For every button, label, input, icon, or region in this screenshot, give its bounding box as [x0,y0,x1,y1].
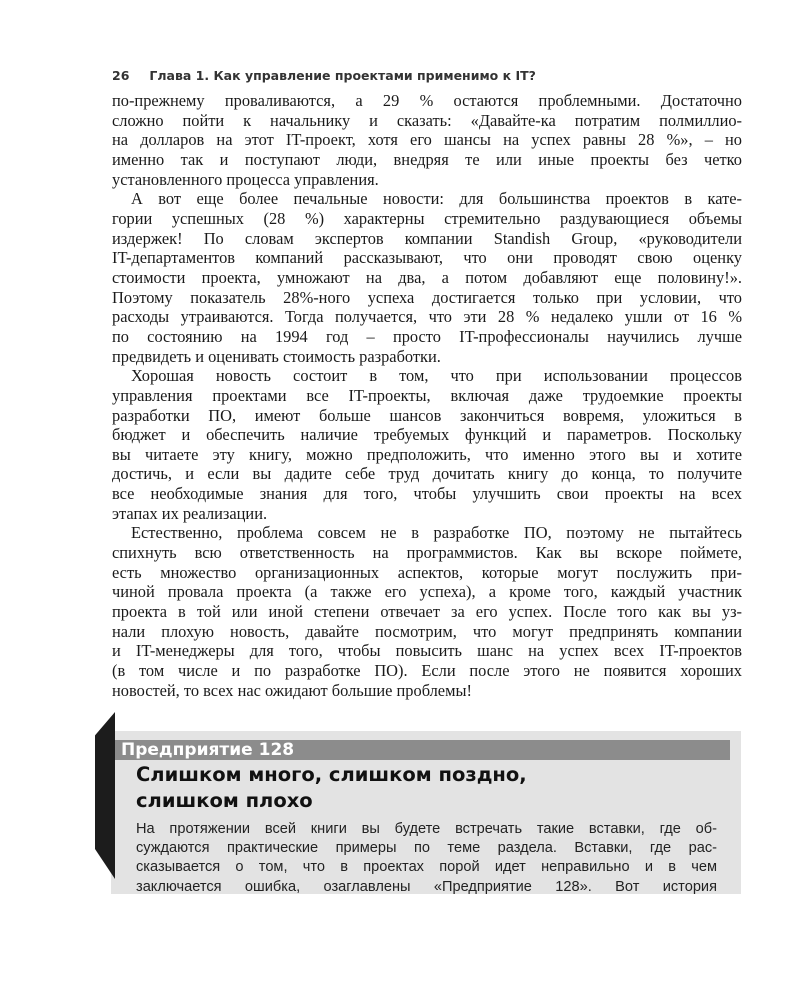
text-line: Естественно, проблема совсем не в разработке ПО, поэтому не пытайтесь [131,523,742,543]
sidebar-label: Предприятие 128 [115,740,730,760]
text-line: установленного процесса управления. [112,169,379,189]
sidebar-text-line: заключается ошибка, озаглавлены «Предприятие 128». Вот история [136,878,717,895]
text-line: вы читаете эту книгу, можно предположить, что именно этого вы и хотите [112,444,742,464]
text-line: все необходимые знания для того, чтобы улучшить свои проекты на всех [112,484,742,504]
sidebar-title-line: Слишком много, слишком поздно, [136,763,527,786]
text-line: есть множество организационных аспектов, которые могут послужить при- [112,562,742,582]
text-line: IT-департаментов компаний рассказывают, что они проводят свою оценку [112,248,742,268]
text-line: новостей, то всех нас ожидают большие проблемы! [112,680,472,700]
sidebar-accent-bar [95,712,115,879]
text-line: Поэтому показатель 28%-ного успеха достигается только при условии, что [112,287,742,307]
text-line: чиной провала проекта (а также его успеха), а кроме того, каждый участник [112,582,742,602]
sidebar-title-line: слишком плохо [136,789,313,812]
text-line: бюджет и обеспечить наличие требуемых функций и параметров. Поскольку [112,425,742,445]
text-line: гории успешных (28 %) характерны стремительно раздувающиеся объемы [112,208,742,228]
text-line: именно так и поступают люди, внедряя те или иные проекты без четко [112,149,742,169]
paragraph [112,189,742,366]
sidebar-title [136,762,726,814]
text-line: А вот еще более печальные новости: для большинства проектов в кате- [131,189,742,209]
text-line: на долларов на этот IT-проект, хотя его шансы на успех равны 28 %», – но [112,130,742,150]
sidebar-text-line: сказывается о том, что в проектах порой идет неправильно и в чем [136,859,717,876]
paragraph [112,366,742,523]
text-line: управления проектами все IT-проекты, включая даже трудоемкие проекты [112,385,742,405]
text-line: предвидеть и оценивать стоимость разработки. [112,346,441,366]
text-line: по состоянию на 1994 год – просто IT-профессионалы научились лучше [112,326,742,346]
text-line: издержек! По словам экспертов компании Standish Group, «руководители [112,228,742,248]
text-line: по-прежнему проваливаются, а 29 % остаются проблемными. Достаточно [112,91,742,110]
text-line: сложно пойти к начальнику и сказать: «Давайте-ка потратим полмиллио- [112,110,742,130]
text-line: (в том числе и по разработке ПО). Если после этого не появится хороших [112,661,742,681]
text-line: нали плохую новость, давайте посмотрим, что могут предпринять компании [112,621,742,641]
page-number: 26 [112,68,130,83]
text-line: расходы утраиваются. Тогда получается, что эти 28 % недалеко ушли от 16 % [112,307,742,327]
paragraph [112,91,742,189]
text-line: стоимости проекта, умножают на два, а потом добавляют еще половину!». [112,267,742,287]
body-text [112,91,742,700]
text-line: достичь, и если вы дадите себе труд дочитать книгу до конца, то получите [112,464,742,484]
text-line: Хорошая новость состоит в том, что при использовании процессов [131,366,742,386]
running-header [112,68,742,83]
text-line: и IT-менеджеры для того, чтобы повысить шанс на успех всех IT-проектов [112,641,742,661]
text-line: спихнуть всю ответственность на программистов. Как вы вскоре поймете, [112,543,742,563]
chapter-title: Глава 1. Как управление проектами применимо к IT? [149,68,536,83]
text-line: этапах их реализации. [112,503,268,523]
text-line: проекта в той или иной степени отвечает за его успех. После того как вы уз- [112,602,742,622]
sidebar-text-line: суждаются практические примеры по теме раздела. Вставки, где рас- [136,840,717,857]
sidebar-text [136,820,717,897]
paragraph [112,523,742,700]
text-line: разработки ПО, имеют больше шансов закончиться вовремя, уложиться в [112,405,742,425]
sidebar-text-line: На протяжении всей книги вы будете встречать такие вставки, где об- [136,821,717,837]
